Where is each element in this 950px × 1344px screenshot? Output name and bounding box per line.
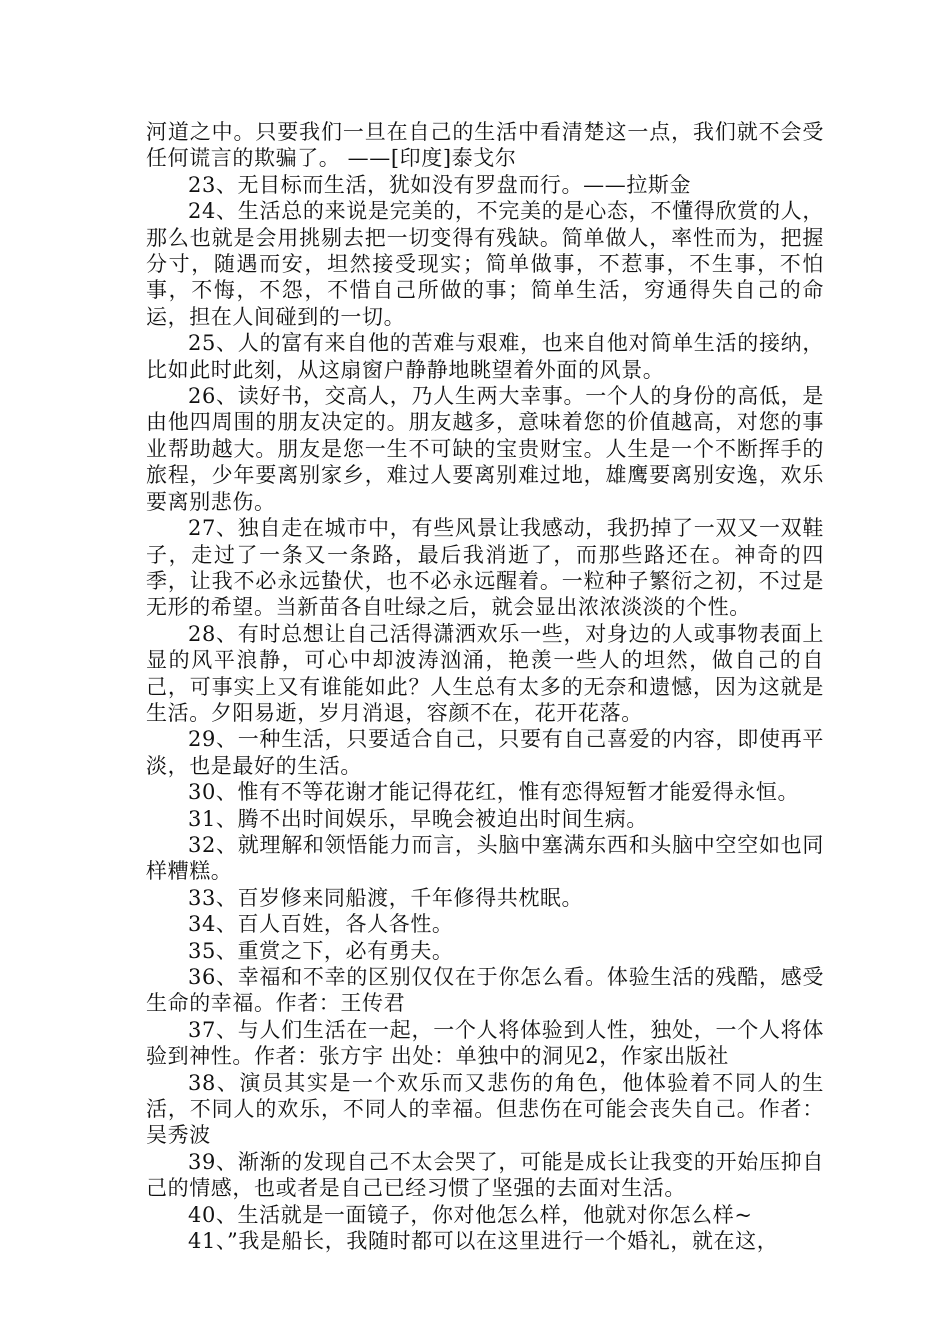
quote-35: 35、重赏之下，必有勇夫。	[188, 938, 454, 963]
quote-37: 37、与人们生活在一起，一个人将体验到人性，独处，一个人将体验到神性。作者：张方宇 出处：单独中的洞见2，作家出版社	[146, 1017, 824, 1069]
quote-26: 26、读好书，交高人，乃人生两大幸事。一个人的身份的高低，是由他四周围的朋友决定的。朋友越多，意味着您的价值越高，对您的事业帮助越大。朋友是您一生不可缺的宝贵财宝。人生是一个不断挥手的旅程，少年要离别家乡，难过人要离别难过地，雄鹰要离别安逸，欢乐要离别悲伤。	[146, 384, 824, 514]
quote-25: 25、人的富有来自他的苦难与艰难，也来自他对简单生活的接纳，比如此时此刻，从这扇窗户静静地眺望着外面的风景。	[146, 331, 824, 382]
quote-27: 27、独自走在城市中，有些风景让我感动，我扔掉了一双又一双鞋子，走过了一条又一条路，最后我消逝了，而那些路还在。神奇的四季，让我不必永远蛰伏，也不必永远醒着。一粒种子繁衍之初，不过是无形的希望。当新苗各自吐绿之后，就会显出浓浓淡淡的个性。	[146, 516, 824, 620]
quote-34: 34、百人百姓，各人各性。	[188, 912, 454, 937]
quote-29: 29、一种生活，只要适合自己，只要有自己喜爱的内容，即使再平淡，也是最好的生活。	[146, 727, 824, 778]
document-body	[146, 119, 824, 1254]
paragraph-continuation: 河道之中。只要我们一旦在自己的生活中看清楚这一点，我们就不会受任何谎言的欺骗了。 ——[印度]泰戈尔	[146, 120, 824, 171]
quote-40: 40、生活就是一面镜子，你对他怎么样，他就对你怎么样~	[188, 1202, 753, 1227]
quote-33: 33、百岁修来同船渡，千年修得共枕眠。	[188, 885, 584, 910]
quote-24: 24、生活总的来说是完美的，不完美的是心态，不懂得欣赏的人，那么也就是会用挑剔去把一切变得有残缺。简单做人，率性而为，把握分寸，随遇而安，坦然接受现实；简单做事，不惹事，不生事，不怕事，不悔，不怨，不惜自己所做的事；简单生活，穷通得失自己的命运，担在人间碰到的一切。	[146, 199, 824, 329]
quote-41: 41、”我是船长，我随时都可以在这里进行一个婚礼，就在这，	[188, 1229, 779, 1254]
quote-31: 31、腾不出时间娱乐，早晚会被迫出时间生病。	[188, 806, 648, 831]
quote-36: 36、幸福和不幸的区别仅仅在于你怎么看。体验生活的残酷，感受生命的幸福。作者：王传君	[146, 965, 824, 1016]
quote-23: 23、无目标而生活，犹如没有罗盘而行。——拉斯金	[188, 172, 692, 197]
quote-30: 30、惟有不等花谢才能记得花红，惟有恋得短暂才能爱得永恒。	[188, 780, 800, 805]
quote-32: 32、就理解和领悟能力而言，头脑中塞满东西和头脑中空空如也同样糟糕。	[146, 832, 824, 884]
quote-28: 28、有时总想让自己活得潇洒欢乐一些，对身边的人或事物表面上显的风平浪静，可心中却波涛汹涌，艳羡一些人的坦然，做自己的自己，可事实上又有谁能如此？人生总有太多的无奈和遗憾，因为这就是生活。夕阳易逝，岁月消退，容颜不在，花开花落。	[146, 621, 824, 725]
quote-39: 39、渐渐的发现自己不太会哭了，可能是成长让我变的开始压抑自己的情感，也或者是自己已经习惯了坚强的去面对生活。	[146, 1149, 824, 1201]
quote-38: 38、演员其实是一个欢乐而又悲伤的角色，他体验着不同人的生活，不同人的欢乐，不同人的幸福。但悲伤在可能会丧失自己。作者：吴秀波	[146, 1070, 824, 1148]
